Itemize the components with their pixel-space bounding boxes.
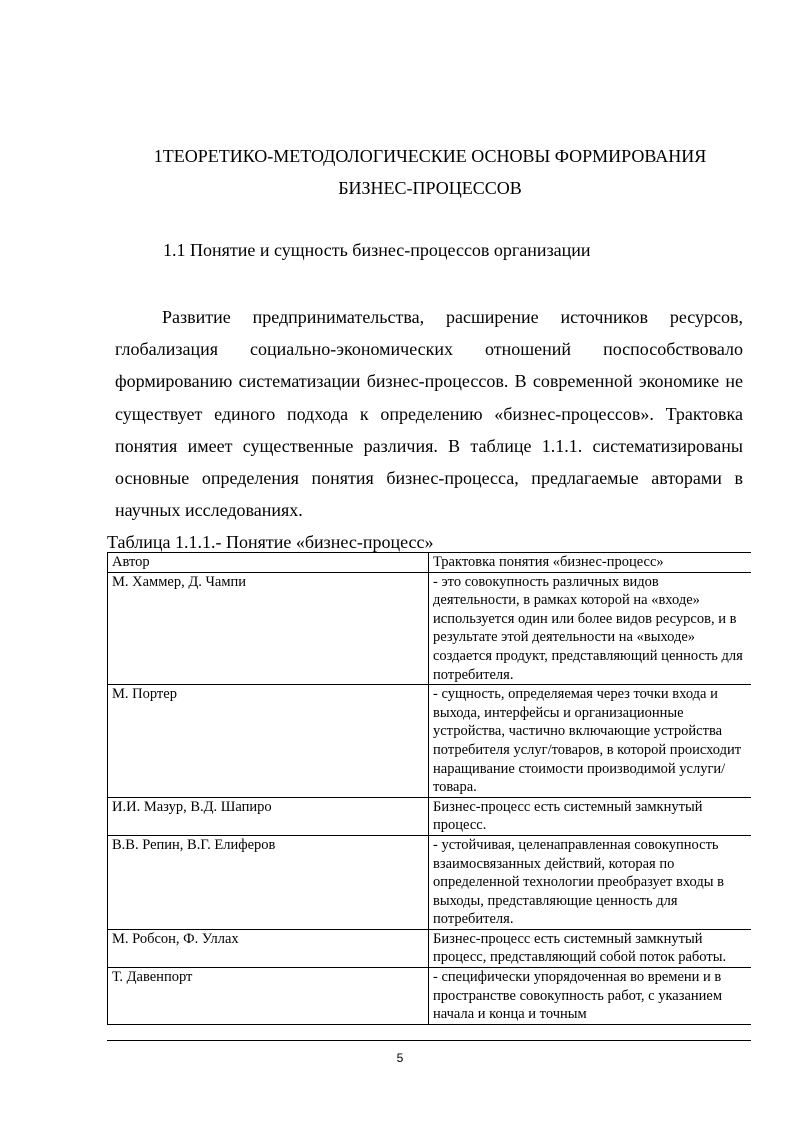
cell-author: Т. Давенпорт bbox=[108, 968, 429, 1025]
body-paragraph: Развитие предпринимательства, расширение источников ресурсов, глобализация социально-экономических отношений поспособствовало формированию систематизации бизнес-процессов. В современной экономике не существует единого подхода к определению «бизнес-процессов». Трактовка понятия имеет существенные различия. В таблице 1.1.1. систематизированы основные определения понятия бизнес-процесса, предлагаемые авторами в научных исследованиях. bbox=[115, 307, 743, 521]
cell-author: И.И. Мазур, В.Д. Шапиро bbox=[108, 797, 429, 835]
cell-definition: - специфически упорядоченная во времени и в пространстве совокупность работ, с указанием начала и конца и точным bbox=[429, 968, 752, 1025]
section-title: 1.1 Понятие и сущность бизнес-процессов организации bbox=[163, 240, 591, 260]
cell-author: М. Робсон, Ф. Уллах bbox=[108, 929, 429, 967]
chapter-title-line-2: БИЗНЕС-ПРОЦЕССОВ bbox=[338, 178, 522, 198]
chapter-title bbox=[100, 140, 760, 204]
cell-definition: - устойчивая, целенаправленная совокупность взаимосвязанных действий, которая по определенной технологии преобразует входы в выходы, представляющие ценность для потребителя. bbox=[429, 835, 752, 929]
cell-definition: Бизнес-процесс есть системный замкнутый процесс. bbox=[429, 797, 752, 835]
cell-author: М. Портер bbox=[108, 685, 429, 798]
table-row bbox=[108, 685, 752, 798]
table-row bbox=[108, 929, 752, 967]
table-row bbox=[108, 572, 752, 685]
cell-definition: - сущность, определяемая через точки входа и выхода, интерфейсы и организационные устройства, частично включающие устройства потребителя услуг/товаров, в которой происходит наращивание стоимости производимой услуги/товара. bbox=[429, 685, 752, 798]
header-definition: Трактовка понятия «бизнес-процесс» bbox=[429, 553, 752, 573]
header-author: Автор bbox=[108, 553, 429, 573]
cell-author: В.В. Репин, В.Г. Елиферов bbox=[108, 835, 429, 929]
chapter-title-line-1: 1ТЕОРЕТИКО-МЕТОДОЛОГИЧЕСКИЕ ОСНОВЫ ФОРМИРОВАНИЯ bbox=[153, 146, 707, 166]
table-row bbox=[108, 835, 752, 929]
table-row bbox=[108, 797, 752, 835]
cell-author: М. Хаммер, Д. Чампи bbox=[108, 572, 429, 685]
definitions-table-container bbox=[107, 552, 751, 1041]
cell-definition: Бизнес-процесс есть системный замкнутый процесс, представляющий собой поток работы. bbox=[429, 929, 752, 967]
definitions-table bbox=[107, 552, 751, 1025]
table-row bbox=[108, 968, 752, 1025]
table-header-row bbox=[108, 553, 752, 573]
page-number: 5 bbox=[396, 1051, 404, 1065]
cell-definition: - это совокупность различных видов деятельности, в рамках которой на «входе» используется один или более видов ресурсов, и в результате этой деятельности на «выходе» создается продукт, представляющий ценность для потребителя. bbox=[429, 572, 752, 685]
table-caption: Таблица 1.1.1.- Понятие «бизнес-процесс» bbox=[107, 532, 434, 552]
